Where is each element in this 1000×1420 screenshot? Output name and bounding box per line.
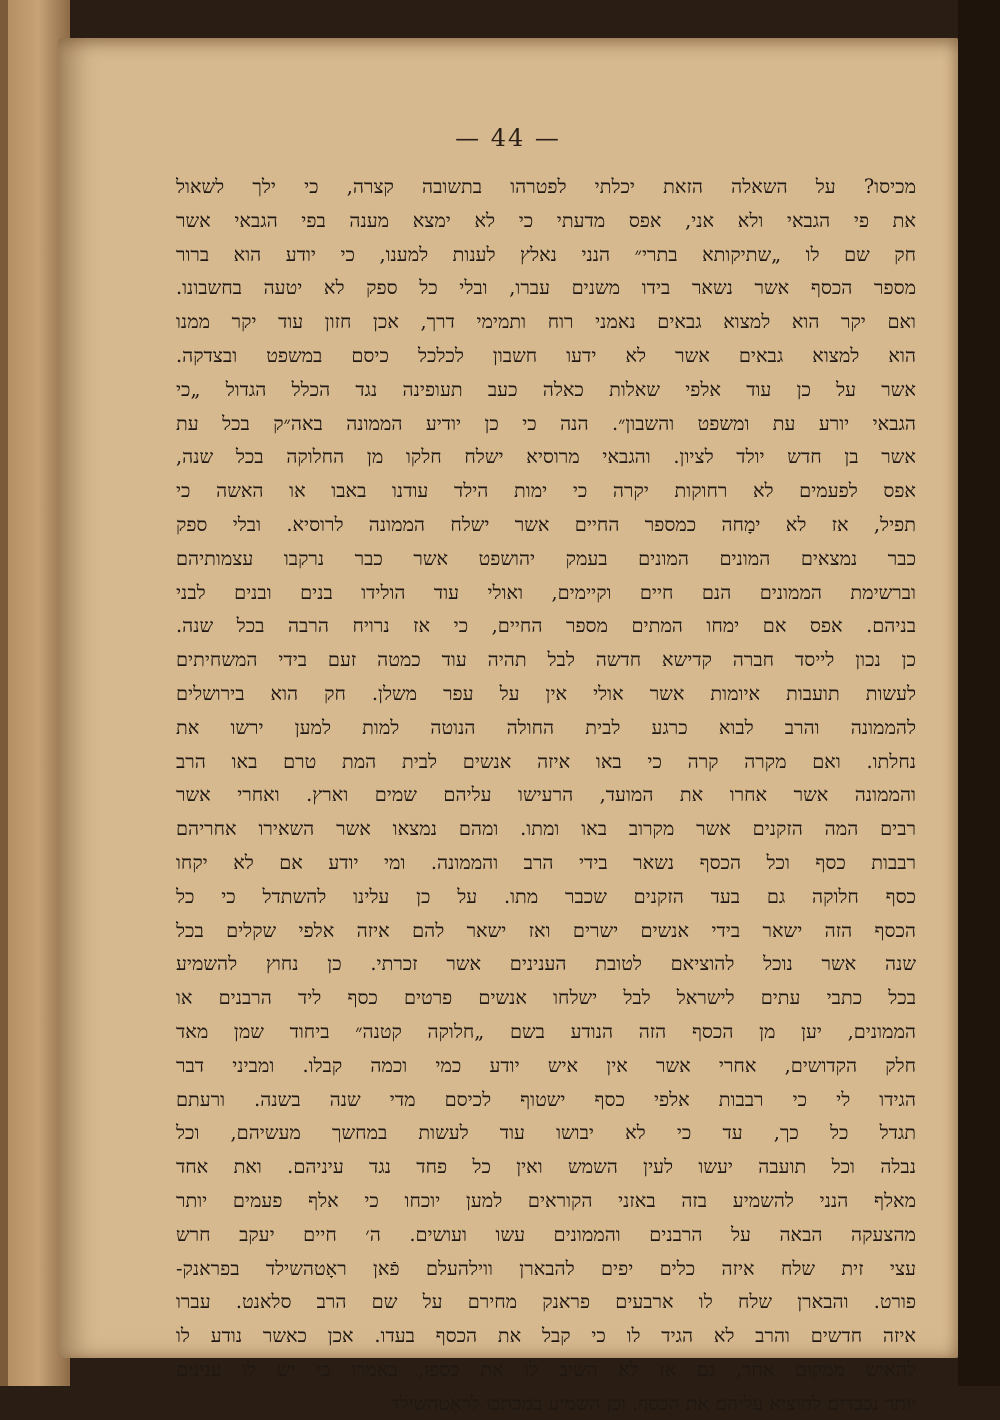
text-line: כבר נמצאים המונים המונים בעמק יהושפט אשר כבר נרקבו עצמותיהם <box>176 546 916 570</box>
binding-edge <box>0 0 8 1386</box>
text-line: מאלף הנני להשמיע בזה באזני הקוראים למען יוכחו כי אלף פעמים יותר <box>176 1188 916 1212</box>
text-line: ואם יקר הוא למצוא גבאים נאמני רוח ותמימי דרך, אכן חזון עוד יקר ממנו <box>176 310 916 334</box>
page-text <box>176 170 916 1420</box>
text-line: הממונים, יען מן הכסף הזה הנודע בשם „חלוקה קטנה״ ביחוד שמן מאד <box>176 1019 916 1043</box>
text-line: הוא למצוא גבאים אשר לא ידעו חשבון לכלכל כיסם במשפט ובצדקה. <box>176 343 916 367</box>
text-line: את פי הגבאי ולא אני, אפס מדעתי כי לא ימצא מענה בפי הגבאי אשר <box>176 208 916 232</box>
text-line: שנה אשר נוכל להוציאם לטובת הענינים אשר זכרתי. כן נחוץ להשמיע <box>176 952 916 976</box>
text-line: תפיל, אז לא ימָחה כמספר החיים אשר ישלח הממונה לרוסיא. ובלי ספק <box>176 512 916 536</box>
book-page <box>58 38 958 1415</box>
text-line: הגידו לי כי רבבות אלפי כסף ישטוף לכיסם מדי שנה בשנה. ורעתם <box>176 1087 916 1111</box>
text-line: אפס לפעמים לא רחוקות יקרה כי ימות הילד עודנו באבו או האשה כי <box>176 479 916 503</box>
text-line: פורט. והבארן שלח לו ארבעים פראנק מחירם על שם הרב סלאנט. עברו <box>176 1290 916 1314</box>
text-line: רבבות כסף וכל הכסף נשאר בידי הרב והממונה. ומי יודע אם לא יקחו <box>176 850 916 874</box>
text-line: להאיש ממקום אחר, גם אז לא השיב לו את כספו, באמרו כי יש לו ענינים <box>176 1357 916 1381</box>
text-line: אשר על כן עוד אלפי שאלות כאלה כעב תעופינה נגד הכלל הגדול „כי <box>176 377 916 401</box>
text-line: חק שם לו „שתיקותא בתרי״ הנני נאלץ לענות למענו, כי יודע הוא ברור <box>176 242 916 266</box>
text-line: והממונה אשר אחרו את המועד, הרעישו עליהם שמים וארץ. ואחרי אשר <box>176 783 916 807</box>
text-line: נבלה וכל תועבה יעשו לעין השמש ואין כל פחד נגד עיניהם. ואת אחד <box>176 1155 916 1179</box>
text-line: כן נכון לייסד חברה קדישא חדשה לבל תהיה עוד כמטה זעם בידי המשחיתים <box>176 648 916 672</box>
text-line: מהצעקה הבאה על הרבנים והממונים עשו ועושים. ה׳ חיים יעקב חרש <box>176 1222 916 1246</box>
text-line: תגדל כל כך, עד כי לא יבושו עוד לעשות במחשך מעשיהם, וכל <box>176 1121 916 1145</box>
text-line: הכסף הזה ישאר בידי אנשים ישרים ואז ישאר להם איזה אלפי שקלים בכל <box>176 918 916 942</box>
text-line: עצי זית שלח איזה כלים יפים להבארן ווילהעלם פֿאן ראָטהשילד בפראנק- <box>176 1256 916 1280</box>
text-line: איזה חדשים והרב לא הגיד לו כי קבל את הכסף בעדו. אכן כאשר נודע לו <box>176 1324 916 1348</box>
scan-background-strip <box>958 0 1000 1386</box>
text-line: בכל כתבי עתים לישראל לבל ישלחו אנשים פרטים כסף ליד הרבנים או <box>176 986 916 1010</box>
text-line: חלק הקדושים, אחרי אשר אין איש יודע כמי וכמה קבלו. ומביני דבר <box>176 1053 916 1077</box>
text-line: אשר בן חדש יולד לציון. והגבאי מרוסיא ישלח חלקו מן החלוקה בכל שנה, <box>176 445 916 469</box>
text-line: נחלתו. ואם מקרה קרה כי באו איזה אנשים לבית המת טרם באו הרב <box>176 749 916 773</box>
page-number: — 44 — <box>455 124 561 152</box>
text-line: הגבאי יורע עת ומשפט והשבון״. הנה כי כן יודיע הממונה באה״ק בכל עת <box>176 411 916 435</box>
text-line: יותר נכבדים להוציא עליהם את הכסף. וכן השמיע במכתבו לראָטהשילד <box>390 1391 916 1415</box>
text-line: רבים המה הזקנים אשר מקרוב באו ומתו. ומהם נמצאו אשר השאירו אחריהם <box>176 817 916 841</box>
text-line: בניהם. אפס אם ימחו המתים מספר החיים, כי אז נרויח הרבה בכל שנה. <box>176 614 916 638</box>
text-line: לעשות תועבות איומות אשר אולי אין על עפר משלן. חק הוא בירושלים <box>176 681 916 705</box>
text-line: מכיסו? על השאלה הזאת יכלתי לפטרהו בתשובה קצרה, כי ילך לשאול <box>176 175 916 198</box>
text-line: וברשימת הממונים הנם חיים וקיימים, ואולי עוד הולידו בנים ובנים לבני <box>176 580 916 604</box>
text-line: להממונה והרב לבוא כרגע לבית החולה הנוטה למות למען ירשו את <box>176 715 916 739</box>
text-line: מספר הכסף אשר נשאר בידו משנים עברו, ובלי כל ספק לא יטעה בחשבונו. <box>176 276 916 300</box>
text-line: כסף חלוקה גם בעד הזקנים שכבר מתו. על כן עלינו להשתדל כי כל <box>176 884 916 908</box>
